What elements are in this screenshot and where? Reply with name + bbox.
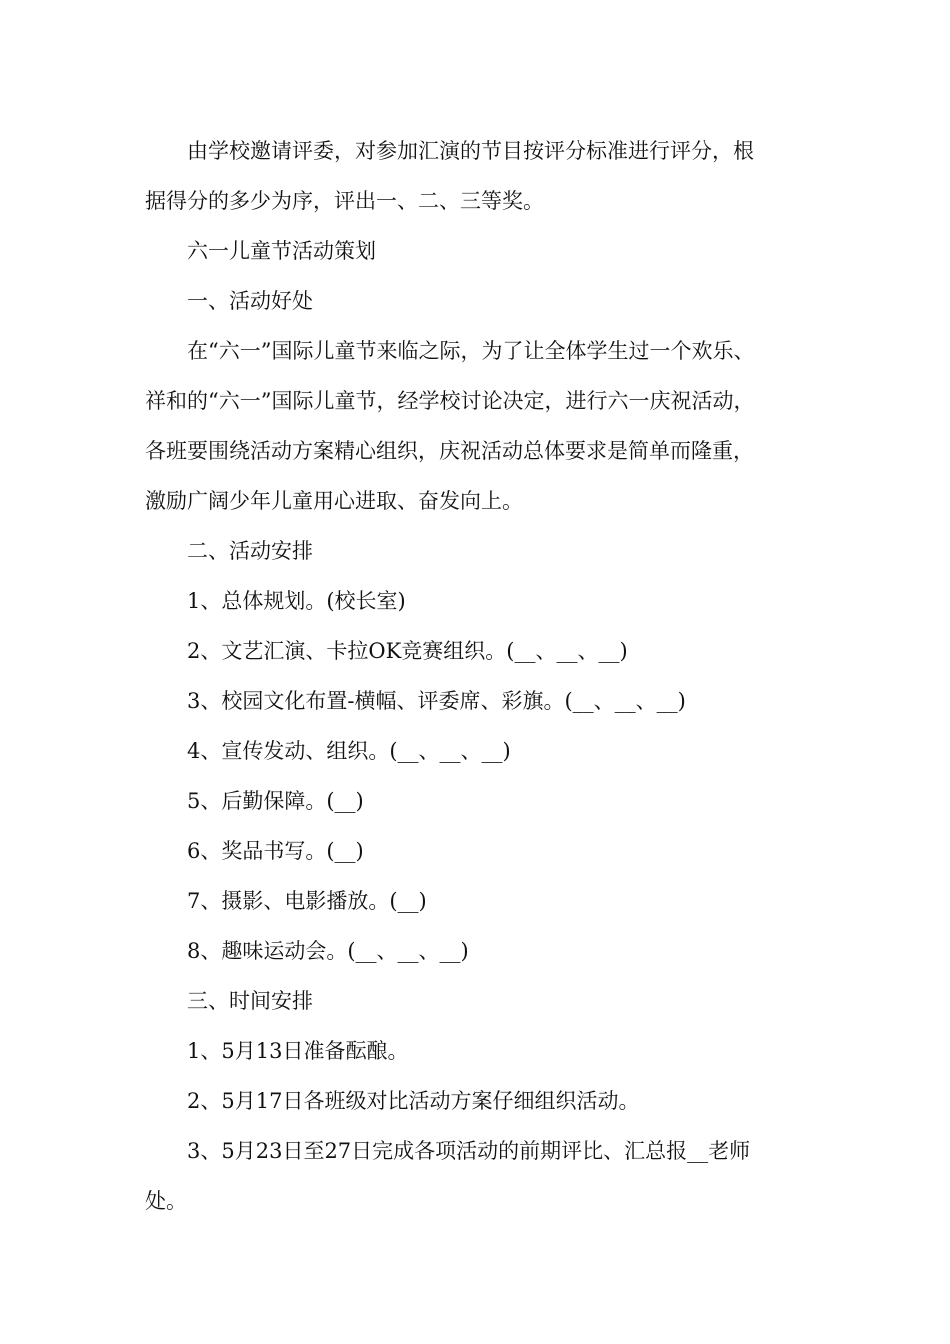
heading-activity-arrangement	[145, 526, 815, 576]
list-item	[145, 826, 815, 876]
section-title	[145, 226, 815, 276]
text-line: 7、摄影、电影播放。(__)	[187, 889, 427, 913]
text-line: 2、5月17日各班级对比活动方案仔细组织活动。	[187, 1089, 640, 1113]
list-item	[145, 726, 815, 776]
list-item	[145, 626, 815, 676]
text-line: 3、5月23日至27日完成各项活动的前期评比、汇总报__老师	[187, 1139, 751, 1163]
text-line: 在“六一”国际儿童节来临之际，为了让全体学生过一个欢乐、	[187, 339, 755, 363]
text-line: 8、趣味运动会。(__、__、__)	[187, 939, 469, 963]
document-body	[145, 126, 815, 1226]
text-line: 6、奖品书写。(__)	[187, 839, 364, 863]
text-line: 4、宣传发动、组织。(__、__、__)	[187, 739, 511, 763]
text-line: 2、文艺汇演、卡拉OK竞赛组织。(__、__、__)	[187, 639, 628, 663]
heading-time-arrangement	[145, 976, 815, 1026]
heading-activity-benefits	[145, 276, 815, 326]
list-item	[145, 1076, 815, 1126]
list-item	[145, 876, 815, 926]
text-line: 一、活动好处	[187, 289, 313, 313]
text-line: 各班要围绕活动方案精心组织，庆祝活动总体要求是简单而隆重，	[145, 439, 754, 463]
list-item	[145, 576, 815, 626]
text-line: 3、校园文化布置-横幅、评委席、彩旗。(__、__、__)	[187, 689, 686, 713]
paragraph-judging	[145, 126, 815, 226]
paragraph-intro	[145, 326, 815, 526]
list-item	[145, 1026, 815, 1076]
list-item	[145, 776, 815, 826]
text-line: 由学校邀请评委，对参加汇演的节目按评分标准进行评分，根	[187, 139, 754, 163]
list-item	[145, 1126, 815, 1226]
text-line: 1、5月13日准备酝酿。	[187, 1039, 409, 1063]
list-item	[145, 676, 815, 726]
text-line: 激励广阔少年儿童用心进取、奋发向上。	[145, 489, 523, 513]
text-line: 处。	[145, 1189, 187, 1213]
text-line: 六一儿童节活动策划	[187, 239, 376, 263]
text-line: 据得分的多少为序，评出一、二、三等奖。	[145, 189, 544, 213]
text-line: 祥和的“六一”国际儿童节，经学校讨论决定，进行六一庆祝活动，	[145, 389, 755, 413]
list-item	[145, 926, 815, 976]
text-line: 三、时间安排	[187, 989, 313, 1013]
text-line: 1、总体规划。(校长室)	[187, 589, 406, 613]
text-line: 5、后勤保障。(__)	[187, 789, 364, 813]
text-line: 二、活动安排	[187, 539, 313, 563]
